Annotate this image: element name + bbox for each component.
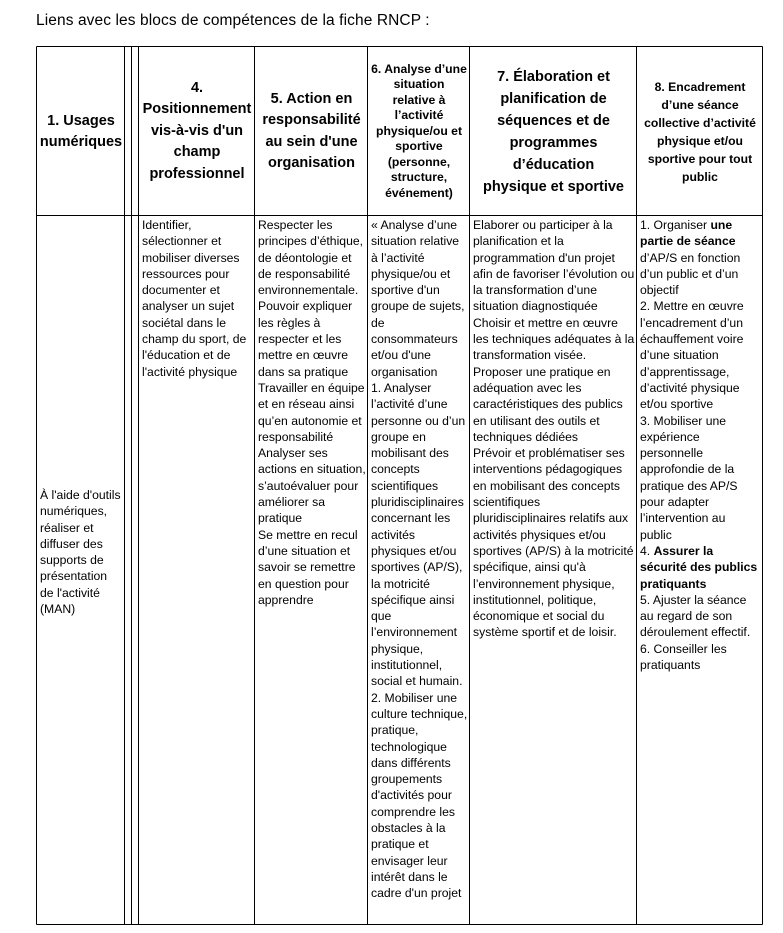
encadrement-item-1-emphasis: une partie de séance [640, 218, 736, 249]
intro-text: Liens avec les blocs de compétences de la fiche RNCP : [36, 12, 430, 29]
header-usages-numeriques-label: 1. Usages numériques [39, 112, 123, 150]
header-analyse-situation [369, 48, 469, 215]
header-encadrement-label: 8. Encadrement d’une séance collective d’activité physique et/ou sportive pour tout public [644, 79, 756, 184]
encadrement-item-5: 5. Ajuster la séance au regard de son déroulement effectif. [640, 592, 751, 640]
cell-elaboration: Elaborer ou participer à la planification et la programmation d'un projet afin de favoriser l’évolution ou la transformation d’une situation diagnostiquée Choisir et mettre en œuvre les techniques adéquates à la transformation visée. Proposer une pratique en adéquation avec les caractéristiques des publics en utilisant des outils et techniques dédiées Prévoir et problématiser ses interventions pédagogiques en mobilisant des concepts scientifiques pluridisciplinaires relatifs aux activités physiques et/ou sportives (AP/S) à la motricité spécifique, ainsi qu'à l’environnement physique, institutionnel, politique, économique et social du système sportif et de loisir. [473, 218, 635, 640]
cell-analyse-situation: « Analyse d’une situation relative à l’activité physique/ou et sportive d'un groupe de sujets, de consommateurs et/ou d'une organisation 1. Analyser l’activité d’une personne ou d’un groupe en mobilisant des concepts scientifiques pluridisciplinaires concernant les activités physiques et/ou sportives (AP/S), la motricité spécifique ainsi que l’environnement physique, institutionnel, social et humain. 2. Mobiliser une culture technique, pratique, technologique dans différents groupements d'activités pour comprendre les obstacles à la pratique et envisager leur intérêt dans le cadre d'un projet [371, 218, 468, 901]
header-positionnement-label: 4. Positionnement vis-à-vis d'un champ professionnel [142, 79, 252, 182]
cell-action-responsabilite: Respecter les principes d’éthique, de déontologie et de responsabilité environnementale. Pouvoir expliquer les règles à respecter et les mettre en œuvre dans sa pratique Travailler en équipe et en réseau ainsi qu’en autonomie et responsabilité Analyser ses actions en situation, s’autoévaluer pour améliorer sa pratique Se mettre en recul d’une situation et savoir se remettre en question pour apprendre [258, 218, 366, 607]
encadrement-item-4-emphasis: Assurer la sécurité des publics pratiquants [640, 543, 758, 591]
cell-positionnement: Identifier, sélectionner et mobiliser diverses ressources pour documenter et analyser un sujet sociétal dans le champ du sport, de l'éducation et de l'activité physique [142, 218, 247, 379]
header-action-responsabilite-label: 5. Action en responsabilité au sein d'une organisation [262, 90, 361, 171]
encadrement-item-3: 3. Mobiliser une expérience personnelle approfondie de la pratique des AP/S pour adapter l’intervention au public [640, 413, 738, 542]
header-encadrement [638, 48, 762, 215]
cell-usages-numeriques: À l'aide d'outils numériques, réaliser et diffuser des supports de présentation de l'activité (MAN) [40, 488, 121, 617]
header-elaboration-label: 7. Élaboration et planification de séquences et de programmes d’éducation physique et sportive [482, 68, 624, 195]
encadrement-item-1: 1. Organiser une partie de séance d’AP/S en fonction d’un public et d’un objectif [640, 218, 741, 298]
encadrement-item-4: 4. Assurer la sécurité des publics pratiquants [640, 543, 758, 591]
header-analyse-situation-label: 6. Analyse d’une situation relative à l’activité physique/ou et sportive (personne, structure, événement) [371, 61, 467, 200]
header-elaboration [471, 48, 636, 215]
header-positionnement [140, 48, 254, 215]
header-action-responsabilite [256, 48, 367, 215]
cell-encadrement [637, 217, 762, 917]
encadrement-item-6: 6. Conseiller les pratiquants [640, 641, 727, 673]
encadrement-item-2: 2. Mettre en œuvre l’encadrement d’un échauffement voire d’une situation d’apprentissage, d’activité physique et/ou sportive [640, 299, 744, 412]
header-usages-numeriques [38, 48, 124, 215]
